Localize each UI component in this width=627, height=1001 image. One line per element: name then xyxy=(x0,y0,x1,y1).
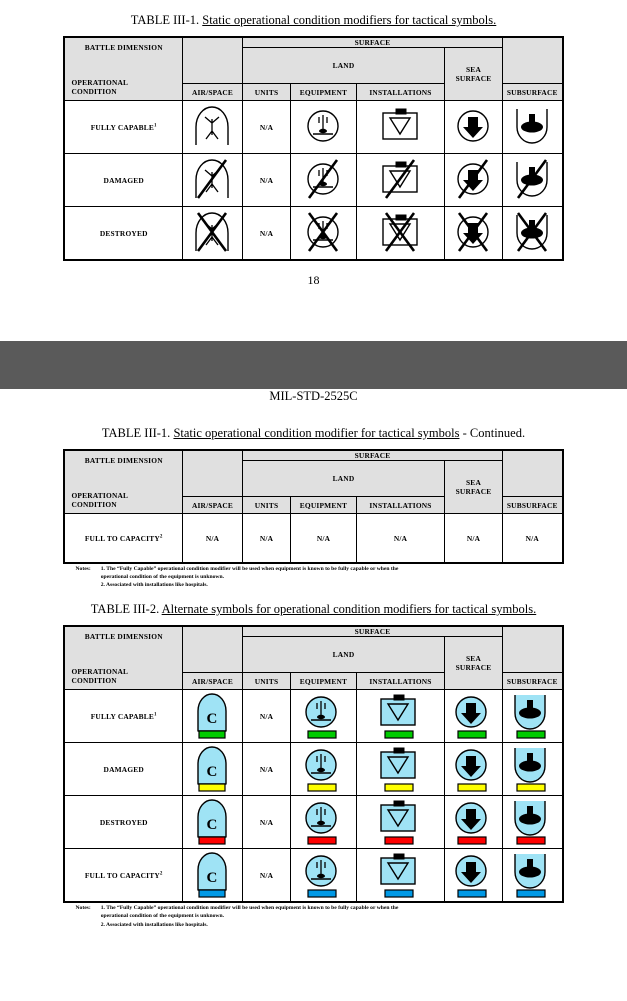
row-label-footnote: 1 xyxy=(154,712,157,718)
header-corner-cell xyxy=(64,626,182,690)
cell-units: N/A xyxy=(242,796,290,849)
note-1-line-1: 1. The “Fully Capable” operational condition modifier will be used when equipment is known to be fully capable or when the xyxy=(100,905,399,912)
cell-units: N/A xyxy=(242,743,290,796)
cell-installations xyxy=(356,743,444,796)
header-subsurface: SUBSURFACE xyxy=(503,84,563,101)
svg-text:C: C xyxy=(206,764,219,781)
symbol-installations-damaged xyxy=(357,154,444,206)
header-subsurface-spacer xyxy=(503,450,563,497)
header-equipment: EQUIPMENT xyxy=(290,497,356,514)
note-1-line-1: 1. The “Fully Capable” operational condition modifier will be used when equipment is known to be fully capable or when the xyxy=(100,566,399,572)
cell-air-space xyxy=(182,207,242,261)
table-iii-2-alternate-symbols xyxy=(63,625,563,903)
table-title-underlined: Static operational condition modifier for tactical symbols xyxy=(173,426,460,440)
cell-sea-surface: N/A xyxy=(444,514,502,564)
cell-units: N/A xyxy=(242,207,290,261)
table-row xyxy=(64,514,562,564)
row-label-text: FULL TO CAPACITY xyxy=(84,870,160,880)
cell-installations xyxy=(356,690,444,743)
header-sea-surface xyxy=(444,48,502,101)
note-1-line-2: operational condition of the equipment is unknown. xyxy=(100,913,224,920)
row-label-footnote: 2 xyxy=(159,871,163,877)
cell-subsurface xyxy=(503,207,563,261)
symbol-subsurface-damaged xyxy=(503,743,562,795)
table-header xyxy=(64,450,562,514)
row-label-text: DESTROYED xyxy=(99,817,148,827)
table-row xyxy=(64,743,562,796)
table-title-prefix: TABLE III-2. xyxy=(90,602,160,617)
header-installations: INSTALLATIONS xyxy=(356,673,444,690)
cell-equipment: N/A xyxy=(290,514,356,564)
cell-sea-surface xyxy=(444,743,502,796)
header-surface: SURFACE xyxy=(242,450,502,461)
svg-text:C: C xyxy=(206,817,219,834)
cell-equipment xyxy=(290,849,356,903)
cell-installations xyxy=(356,849,444,903)
table-header xyxy=(64,37,562,101)
symbol-sea-surface-damaged xyxy=(445,154,502,206)
cell-subsurface xyxy=(503,743,563,796)
table-body xyxy=(64,690,562,903)
document-page-1 xyxy=(0,0,627,341)
header-airspace-spacer xyxy=(182,450,242,497)
row-label-footnote: 1 xyxy=(154,123,157,129)
cell-air-space xyxy=(182,796,242,849)
cell-subsurface: N/A xyxy=(503,514,563,564)
symbol-sea-surface-fully-capable xyxy=(445,690,502,742)
table-title-prefix: TABLE III-1. xyxy=(101,426,171,440)
symbol-installations-destroyed xyxy=(357,796,444,848)
header-sea-line2: SURFACE xyxy=(455,487,492,496)
cell-air-space xyxy=(182,849,242,903)
header-land: LAND xyxy=(242,48,444,84)
header-airspace-spacer xyxy=(182,37,242,84)
symbol-installations-fully-capable xyxy=(357,101,444,153)
row-label-text: DAMAGED xyxy=(103,175,144,185)
symbol-sea-surface-destroyed xyxy=(445,207,502,259)
cell-units: N/A xyxy=(242,514,290,564)
cell-equipment xyxy=(290,207,356,261)
header-surface: SURFACE xyxy=(242,37,502,48)
symbol-air-space-destroyed xyxy=(183,207,242,259)
cell-equipment xyxy=(290,101,356,154)
cell-subsurface xyxy=(503,690,563,743)
header-sea-surface xyxy=(444,461,502,514)
table-row xyxy=(64,690,562,743)
row-label-damaged xyxy=(64,154,182,207)
table-header xyxy=(64,626,562,690)
cell-installations xyxy=(356,207,444,261)
svg-text:C: C xyxy=(206,870,219,887)
header-equipment: EQUIPMENT xyxy=(290,673,356,690)
table-title-suffix: - Continued. xyxy=(459,426,526,440)
header-subsurface: SUBSURFACE xyxy=(503,497,563,514)
header-subsurface-spacer xyxy=(503,626,563,673)
header-land: LAND xyxy=(242,637,444,673)
table-iii-1-continued xyxy=(63,449,563,564)
page-separator xyxy=(0,341,627,351)
symbol-subsurface-destroyed xyxy=(503,796,562,848)
symbol-installations-full-to-capacity xyxy=(357,849,444,901)
symbol-installations-fully-capable xyxy=(357,690,444,742)
row-label-fully-capable xyxy=(64,690,182,743)
header-battle-dimension: BATTLE DIMENSION xyxy=(84,456,163,465)
standard-identifier: MIL-STD-2525C xyxy=(269,389,358,403)
cell-subsurface xyxy=(503,796,563,849)
symbol-equipment-destroyed xyxy=(291,207,356,259)
header-operational: OPERATIONAL xyxy=(71,666,129,676)
document-page-2 xyxy=(0,389,627,1001)
header-operational: OPERATIONAL xyxy=(71,77,129,87)
header-installations: INSTALLATIONS xyxy=(356,497,444,514)
header-units: UNITS xyxy=(242,497,290,514)
cell-air-space xyxy=(182,154,242,207)
header-condition: CONDITION xyxy=(71,86,117,96)
header-sea-surface xyxy=(444,637,502,690)
note-1-line-2: operational condition of the equipment is unknown. xyxy=(100,574,224,581)
header-sea-line2: SURFACE xyxy=(455,663,492,673)
symbol-equipment-damaged xyxy=(291,743,356,795)
row-label-text: DESTROYED xyxy=(99,228,148,238)
header-subsurface: SUBSURFACE xyxy=(503,673,563,690)
row-label-destroyed xyxy=(64,796,182,849)
symbol-equipment-destroyed xyxy=(291,796,356,848)
table-row xyxy=(64,796,562,849)
cell-subsurface xyxy=(503,154,563,207)
table-title-underlined: Static operational condition modifiers for tactical symbols. xyxy=(202,13,497,27)
header-land: LAND xyxy=(242,461,444,497)
table-body xyxy=(64,101,562,261)
symbol-subsurface-full-to-capacity xyxy=(503,849,562,901)
header-condition: CONDITION xyxy=(71,676,117,686)
symbol-sea-surface-destroyed xyxy=(445,796,502,848)
cell-air-space: N/A xyxy=(182,514,242,564)
cell-installations xyxy=(356,154,444,207)
header-sea-line1: SEA xyxy=(466,478,481,487)
table-title-prefix: TABLE III-1. xyxy=(130,13,200,27)
symbol-sea-surface-full-to-capacity xyxy=(445,849,502,901)
row-label-destroyed xyxy=(64,207,182,261)
notes-block-2 xyxy=(74,904,554,928)
header-battle-dimension: BATTLE DIMENSION xyxy=(84,632,163,642)
symbol-air-space-fully-capable xyxy=(183,101,242,153)
note-2: 2. Associated with installations like hospitals. xyxy=(100,921,208,928)
header-installations: INSTALLATIONS xyxy=(356,84,444,101)
symbol-equipment-fully-capable xyxy=(291,101,356,153)
row-label-text: FULLY CAPABLE xyxy=(90,711,155,721)
header-sea-line2: SURFACE xyxy=(455,74,492,83)
cell-equipment xyxy=(290,154,356,207)
symbol-sea-surface-damaged xyxy=(445,743,502,795)
cell-units: N/A xyxy=(242,690,290,743)
row-label-full-to-capacity xyxy=(64,849,182,903)
cell-equipment xyxy=(290,796,356,849)
table-title-underlined: Alternate symbols for operational condition modifiers for tactical symbols. xyxy=(161,602,537,617)
row-label-damaged xyxy=(64,743,182,796)
cell-sea-surface xyxy=(444,690,502,743)
table-row xyxy=(64,849,562,903)
symbol-equipment-full-to-capacity xyxy=(291,849,356,901)
header-airspace-spacer xyxy=(182,626,242,673)
header-air-space: AIR/SPACE xyxy=(182,497,242,514)
header-air-space: AIR/SPACE xyxy=(182,84,242,101)
cell-installations xyxy=(356,796,444,849)
cell-sea-surface xyxy=(444,796,502,849)
table-row xyxy=(64,207,562,261)
symbol-installations-damaged xyxy=(357,743,444,795)
header-units: UNITS xyxy=(242,84,290,101)
symbol-air-space-fully-capable xyxy=(183,690,242,742)
header-surface: SURFACE xyxy=(242,626,502,637)
header-units: UNITS xyxy=(242,673,290,690)
page2-table1-title xyxy=(8,426,619,441)
cell-units: N/A xyxy=(242,154,290,207)
page2-table2-title xyxy=(8,602,619,617)
cell-air-space xyxy=(182,690,242,743)
row-label-text: FULLY CAPABLE xyxy=(90,122,155,132)
symbol-air-space-destroyed xyxy=(183,796,242,848)
cell-air-space xyxy=(182,101,242,154)
cell-sea-surface xyxy=(444,154,502,207)
note-2: 2. Associated with installations like hospitals. xyxy=(100,582,208,589)
header-air-space: AIR/SPACE xyxy=(182,673,242,690)
symbol-sea-surface-fully-capable xyxy=(445,101,502,153)
header-operational: OPERATIONAL xyxy=(71,490,129,500)
row-label-full-to-capacity: FULL TO CAPACITY$^2$ xyxy=(64,514,182,564)
cell-sea-surface xyxy=(444,849,502,903)
symbol-subsurface-damaged xyxy=(503,154,562,206)
table-body xyxy=(64,514,562,564)
symbol-subsurface-destroyed xyxy=(503,207,562,259)
notes-label: Notes: xyxy=(75,566,91,572)
row-label-text: DAMAGED xyxy=(103,764,144,774)
symbol-air-space-full-to-capacity xyxy=(183,849,242,901)
cell-sea-surface xyxy=(444,207,502,261)
header-corner-cell xyxy=(64,37,182,101)
symbol-subsurface-fully-capable xyxy=(503,690,562,742)
header-sea-line1: SEA xyxy=(466,65,481,74)
symbol-installations-destroyed xyxy=(357,207,444,259)
cell-equipment xyxy=(290,743,356,796)
notes-block-1 xyxy=(74,565,554,589)
cell-equipment xyxy=(290,690,356,743)
page-number: 18 xyxy=(307,273,320,287)
table-row xyxy=(64,101,562,154)
header-sea-line1: SEA xyxy=(466,654,481,664)
cell-units: N/A xyxy=(242,101,290,154)
cell-units: N/A xyxy=(242,849,290,903)
cell-installations xyxy=(356,101,444,154)
symbol-equipment-fully-capable xyxy=(291,690,356,742)
header-equipment: EQUIPMENT xyxy=(290,84,356,101)
symbol-subsurface-fully-capable xyxy=(503,101,562,153)
cell-sea-surface xyxy=(444,101,502,154)
symbol-equipment-damaged xyxy=(291,154,356,206)
header-condition: CONDITION xyxy=(71,499,117,509)
cell-subsurface xyxy=(503,849,563,903)
svg-text:C: C xyxy=(206,711,219,728)
header-battle-dimension: BATTLE DIMENSION xyxy=(84,43,163,52)
symbol-air-space-damaged xyxy=(183,743,242,795)
cell-installations: N/A xyxy=(356,514,444,564)
cell-air-space xyxy=(182,743,242,796)
table-row xyxy=(64,154,562,207)
notes-label: Notes: xyxy=(75,905,91,912)
row-label-fully-capable xyxy=(64,101,182,154)
page1-table-title xyxy=(8,13,619,28)
cell-subsurface xyxy=(503,101,563,154)
symbol-air-space-damaged xyxy=(183,154,242,206)
header-subsurface-spacer xyxy=(503,37,563,84)
header-corner-cell xyxy=(64,450,182,514)
table-iii-1-static-operational-condition-modifiers xyxy=(63,36,563,261)
